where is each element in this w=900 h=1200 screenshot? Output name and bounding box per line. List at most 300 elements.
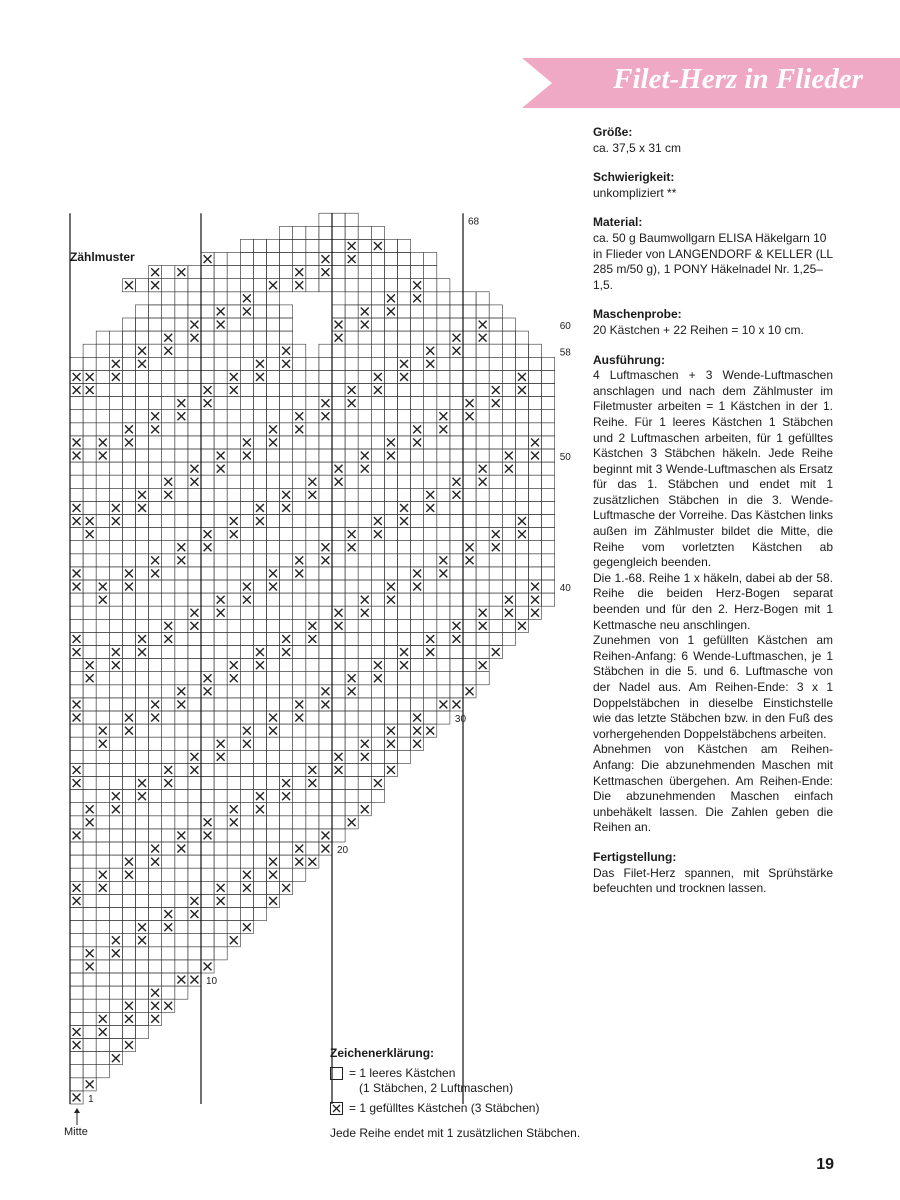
chart-cell (83, 606, 96, 619)
chart-cell (83, 711, 96, 724)
chart-cell (332, 449, 345, 462)
chart-cell (476, 501, 489, 514)
chart-cell (398, 750, 411, 763)
chart-cell (319, 672, 332, 685)
chart-cell (489, 501, 502, 514)
chart-cell (96, 659, 109, 672)
chart-cell (214, 279, 227, 292)
chart-cell (542, 462, 555, 475)
chart-cell (476, 488, 489, 501)
chart-cell (411, 253, 424, 266)
chart-cell (162, 973, 175, 986)
chart-cell (96, 842, 109, 855)
chart-cell (358, 724, 371, 737)
filled-cell (86, 674, 94, 682)
chart-cell (109, 763, 122, 776)
filled-cell (125, 1002, 133, 1010)
chart-cell (227, 829, 240, 842)
filled-cell (177, 543, 185, 551)
chart-cell (280, 226, 293, 239)
chart-cell (175, 960, 188, 973)
chart-cell (96, 632, 109, 645)
chart-cell (332, 279, 345, 292)
chart-cell (267, 750, 280, 763)
chart-cell (489, 318, 502, 331)
filled-cell (413, 439, 421, 447)
filled-cell (348, 386, 356, 394)
chart-cell (463, 292, 476, 305)
chart-cell (136, 318, 149, 331)
chart-cell (109, 1012, 122, 1025)
chart-cell (515, 331, 528, 344)
filled-cell (73, 897, 81, 905)
chart-cell (280, 619, 293, 632)
chart-cell (450, 685, 463, 698)
filled-cell (73, 583, 81, 591)
chart-cell (162, 449, 175, 462)
filled-cell (374, 373, 382, 381)
chart-cell (149, 501, 162, 514)
chart-cell (162, 790, 175, 803)
chart-cell (136, 711, 149, 724)
chart-cell (411, 449, 424, 462)
chart-cell (188, 737, 201, 750)
chart-cell (358, 619, 371, 632)
chart-cell (332, 436, 345, 449)
chart-cell (162, 934, 175, 947)
chart-cell (345, 279, 358, 292)
chart-cell (424, 331, 437, 344)
chart-cell (384, 501, 397, 514)
filled-cell (191, 897, 199, 905)
chart-cell (463, 659, 476, 672)
filled-cell (387, 583, 395, 591)
chart-cell (542, 384, 555, 397)
chart-cell (83, 999, 96, 1012)
chart-cell (319, 475, 332, 488)
chart-cell (136, 724, 149, 737)
chart-cell (450, 554, 463, 567)
filled-cell (73, 439, 81, 447)
filled-cell (282, 884, 290, 892)
chart-cell (398, 410, 411, 423)
filled-cell (243, 740, 251, 748)
chart-cell (450, 659, 463, 672)
filled-cell (505, 465, 513, 473)
chart-cell (371, 253, 384, 266)
chart-cell (489, 554, 502, 567)
chart-cell (398, 488, 411, 501)
filled-cell (518, 530, 526, 538)
chart-cell (122, 475, 135, 488)
chart-cell (109, 685, 122, 698)
chart-cell (162, 816, 175, 829)
chart-cell (306, 606, 319, 619)
filled-cell (99, 583, 107, 591)
chart-cell (450, 370, 463, 383)
chart-cell (371, 331, 384, 344)
chart-cell (384, 239, 397, 252)
chart-cell (188, 646, 201, 659)
filled-cell (479, 661, 487, 669)
chart-cell (70, 842, 83, 855)
chart-cell (96, 1065, 109, 1078)
chart-cell (149, 475, 162, 488)
chart-cell (162, 279, 175, 292)
filled-cell (177, 832, 185, 840)
chart-cell (345, 266, 358, 279)
chart-cell (489, 606, 502, 619)
ausfuehrung-paragraph: Die 1.-68. Reihe 1 x häkeln, dabei ab der 58. Reihe die beiden Herz-Bogen separat beenden und für den 2. Herz-Bogen mit 1 Kettmasche neu anschlingen. (593, 570, 833, 632)
ausfuehrung-label: Ausführung: (593, 352, 665, 367)
filled-cell (73, 373, 81, 381)
chart-cell (280, 462, 293, 475)
filled-cell (361, 465, 369, 473)
chart-cell (280, 659, 293, 672)
info-column (593, 125, 833, 911)
chart-cell (542, 515, 555, 528)
chart-cell (280, 855, 293, 868)
chart-cell (267, 881, 280, 894)
chart-cell (122, 370, 135, 383)
chart-cell (214, 370, 227, 383)
chart-cell (371, 475, 384, 488)
filled-cell (322, 701, 330, 709)
filled-cell (453, 491, 461, 499)
chart-cell (398, 580, 411, 593)
filled-cell (295, 858, 303, 866)
legend-empty-line2: (1 Stäbchen, 2 Luftmaschen) (359, 1081, 514, 1096)
chart-cell (70, 619, 83, 632)
chart-cell (345, 567, 358, 580)
chart-cell (463, 384, 476, 397)
chart-cell (175, 908, 188, 921)
filled-cell (492, 648, 500, 656)
filled-cell (308, 491, 316, 499)
chart-cell (450, 580, 463, 593)
chart-cell (70, 868, 83, 881)
chart-cell (149, 960, 162, 973)
chart-cell (515, 397, 528, 410)
chart-cell (175, 934, 188, 947)
chart-cell (83, 790, 96, 803)
chart-cell (253, 632, 266, 645)
maschenprobe-label: Maschenprobe: (593, 307, 682, 322)
chart-cell (201, 632, 214, 645)
chart-cell (463, 462, 476, 475)
filled-cell (112, 360, 120, 368)
filled-cell (348, 674, 356, 682)
chart-cell (253, 816, 266, 829)
chart-cell (280, 239, 293, 252)
material-section (593, 215, 833, 293)
chart-cell (149, 305, 162, 318)
chart-cell (149, 724, 162, 737)
filled-cell (348, 687, 356, 695)
chart-cell (83, 698, 96, 711)
chart-cell (175, 737, 188, 750)
chart-cell (162, 960, 175, 973)
chart-cell (267, 370, 280, 383)
filled-cell (374, 779, 382, 787)
chart-cell (227, 305, 240, 318)
filled-cell (204, 674, 212, 682)
filled-cell (217, 609, 225, 617)
chart-cell (70, 397, 83, 410)
chart-cell (201, 619, 214, 632)
chart-cell (70, 790, 83, 803)
filled-cell (217, 884, 225, 892)
chart-cell (398, 462, 411, 475)
filled-cell (295, 281, 303, 289)
chart-cell (109, 541, 122, 554)
chart-cell (214, 541, 227, 554)
chart-cell (411, 344, 424, 357)
chart-cell (240, 357, 253, 370)
chart-cell (149, 777, 162, 790)
filled-cell (138, 347, 146, 355)
chart-cell (293, 619, 306, 632)
filled-cell (191, 321, 199, 329)
chart-cell (293, 724, 306, 737)
chart-cell (437, 397, 450, 410)
chart-cell (293, 803, 306, 816)
filled-cell (73, 570, 81, 578)
filled-cell (453, 622, 461, 630)
chart-cell (96, 960, 109, 973)
filled-cell (73, 1041, 81, 1049)
filled-cell (361, 452, 369, 460)
chart-cell (319, 580, 332, 593)
filled-cell (413, 281, 421, 289)
schwierigkeit-section (593, 170, 833, 201)
filled-cell (191, 334, 199, 342)
chart-cell (332, 344, 345, 357)
chart-cell (122, 737, 135, 750)
chart-cell (70, 816, 83, 829)
chart-cell (476, 436, 489, 449)
chart-cell (162, 580, 175, 593)
chart-cell (96, 554, 109, 567)
chart-cell (398, 737, 411, 750)
chart-cell (306, 462, 319, 475)
chart-cell (476, 541, 489, 554)
chart-cell (332, 593, 345, 606)
chart-cell (398, 698, 411, 711)
filled-cell (335, 766, 343, 774)
filled-cell (269, 858, 277, 866)
chart-cell (136, 541, 149, 554)
filled-cell (413, 714, 421, 722)
chart-cell (175, 646, 188, 659)
chart-cell (136, 305, 149, 318)
chart-cell (529, 462, 542, 475)
chart-cell (175, 515, 188, 528)
chart-cell (280, 266, 293, 279)
chart-cell (476, 632, 489, 645)
filled-cell (191, 609, 199, 617)
chart-cell (122, 462, 135, 475)
chart-cell (109, 397, 122, 410)
filled-cell (361, 805, 369, 813)
filled-cell (164, 635, 172, 643)
chart-cell (253, 384, 266, 397)
chart-cell (162, 436, 175, 449)
filled-cell (322, 845, 330, 853)
chart-cell (136, 515, 149, 528)
chart-cell (240, 554, 253, 567)
chart-cell (529, 370, 542, 383)
filled-cell (335, 622, 343, 630)
chart-cell (149, 685, 162, 698)
chart-cell (306, 698, 319, 711)
chart-cell (83, 973, 96, 986)
chart-cell (398, 279, 411, 292)
page-title: Filet-Herz in Flieder (613, 63, 863, 95)
chart-cell (371, 632, 384, 645)
chart-cell (136, 606, 149, 619)
chart-cell (96, 357, 109, 370)
chart-cell (122, 842, 135, 855)
chart-cell (122, 528, 135, 541)
chart-cell (345, 436, 358, 449)
schwierigkeit-label: Schwierigkeit: (593, 170, 675, 185)
chart-cell (424, 580, 437, 593)
chart-cell (253, 619, 266, 632)
filled-cell (295, 556, 303, 564)
chart-cell (214, 698, 227, 711)
chart-cell (240, 908, 253, 921)
chart-cell (201, 567, 214, 580)
chart-cell (424, 266, 437, 279)
chart-cell (227, 881, 240, 894)
chart-cell (319, 436, 332, 449)
chart-cell (319, 239, 332, 252)
chart-cell (201, 423, 214, 436)
chart-cell (280, 410, 293, 423)
filled-cell (295, 268, 303, 276)
chart-cell (332, 698, 345, 711)
chart-cell (149, 894, 162, 907)
chart-cell (201, 331, 214, 344)
chart-cell (293, 606, 306, 619)
chart-cell (358, 790, 371, 803)
chart-cell (267, 737, 280, 750)
row-label: 20 (337, 845, 349, 857)
chart-cell (96, 462, 109, 475)
filled-cell (151, 412, 159, 420)
chart-cell (411, 515, 424, 528)
filled-cell (256, 805, 264, 813)
chart-cell (332, 829, 345, 842)
filled-cell (439, 570, 447, 578)
chart-cell (280, 397, 293, 410)
filled-cell (361, 609, 369, 617)
chart-cell (253, 541, 266, 554)
chart-cell (201, 266, 214, 279)
filled-cell (492, 543, 500, 551)
chart-cell (424, 685, 437, 698)
chart-cell (306, 449, 319, 462)
filled-cell (191, 622, 199, 630)
chart-cell (149, 344, 162, 357)
chart-cell (109, 554, 122, 567)
chart-cell (83, 829, 96, 842)
chart-cell (371, 567, 384, 580)
chart-cell (162, 750, 175, 763)
chart-cell (96, 672, 109, 685)
chart-cell (411, 331, 424, 344)
chart-cell (345, 646, 358, 659)
chart-cell (515, 449, 528, 462)
chart-cell (384, 318, 397, 331)
filled-cell (466, 556, 474, 564)
filled-cell (413, 570, 421, 578)
chart-cell (109, 1039, 122, 1052)
chart-cell (253, 436, 266, 449)
chart-cell (70, 475, 83, 488)
chart-cell (411, 370, 424, 383)
chart-cell (83, 488, 96, 501)
chart-cell (437, 672, 450, 685)
chart-cell (371, 292, 384, 305)
chart-cell (306, 554, 319, 567)
maschenprobe-section (593, 307, 833, 338)
chart-cell (280, 672, 293, 685)
filled-cell (230, 517, 238, 525)
chart-cell (122, 921, 135, 934)
filled-cell (73, 832, 81, 840)
chart-cell (502, 632, 515, 645)
filled-cell (151, 1002, 159, 1010)
chart-cell (136, 685, 149, 698)
chart-cell (489, 619, 502, 632)
chart-cell (122, 318, 135, 331)
chart-cell (122, 698, 135, 711)
chart-cell (332, 790, 345, 803)
filled-cell (282, 635, 290, 643)
chart-cell (424, 515, 437, 528)
chart-cell (214, 908, 227, 921)
chart-cell (319, 619, 332, 632)
chart-cell (109, 580, 122, 593)
chart-cell (240, 370, 253, 383)
chart-cell (122, 632, 135, 645)
filled-cell (112, 1054, 120, 1062)
chart-cell (306, 750, 319, 763)
chart-cell (293, 397, 306, 410)
filled-cell (531, 596, 539, 604)
chart-cell (136, 370, 149, 383)
chart-cell (109, 344, 122, 357)
filled-cell (374, 661, 382, 669)
chart-cell (253, 554, 266, 567)
filled-cell (204, 399, 212, 407)
legend-empty-row (330, 1066, 590, 1097)
chart-cell (489, 593, 502, 606)
chart-cell (83, 868, 96, 881)
chart-cell (214, 855, 227, 868)
chart-cell (424, 423, 437, 436)
filled-cell (99, 1015, 107, 1023)
chart-cell (109, 855, 122, 868)
chart-cell (70, 1065, 83, 1078)
chart-cell (109, 488, 122, 501)
chart-cell (149, 436, 162, 449)
chart-cell (319, 213, 332, 226)
chart-cell (109, 973, 122, 986)
chart-cell (149, 370, 162, 383)
